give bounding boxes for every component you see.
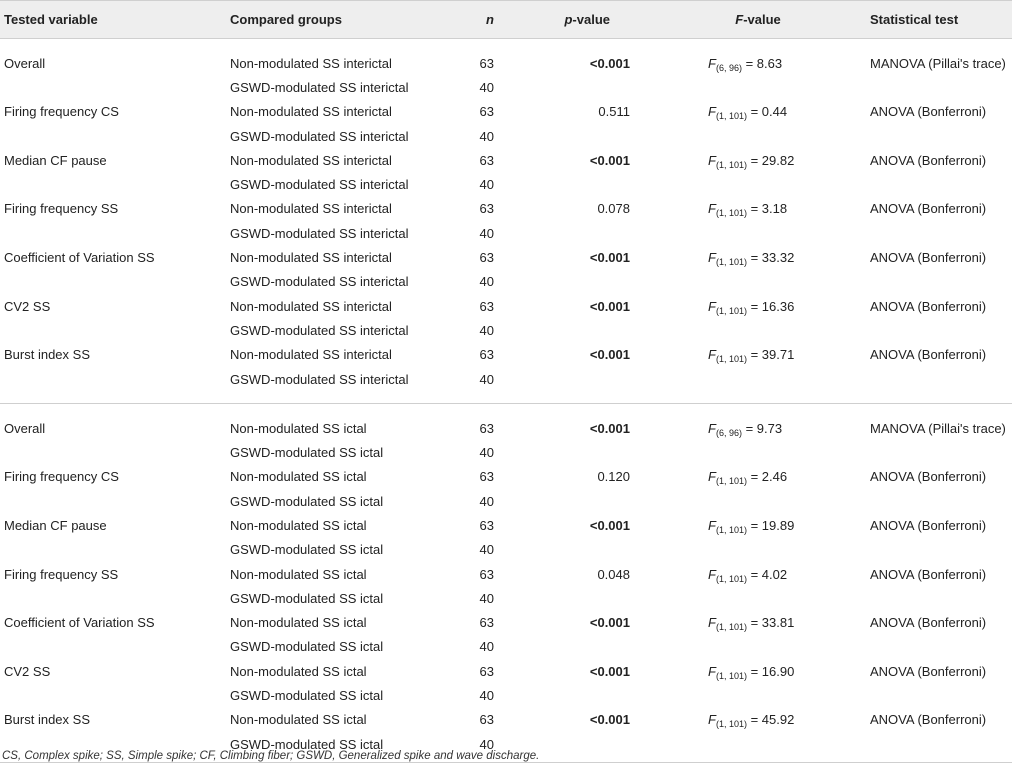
tested-variable-cell: CV2 SS (4, 298, 51, 314)
statistical-test-cell: ANOVA (Bonferroni) (870, 104, 987, 120)
table-row (0, 367, 1012, 391)
compared-group-cell: Non-modulated SS interictal (230, 250, 392, 266)
statistical-test-cell: MANOVA (Pillai's trace) (870, 55, 1006, 71)
empty-cell (0, 538, 226, 562)
n-cell: 63 (479, 566, 494, 582)
compared-group-cell: GSWD-modulated SS interictal (230, 371, 409, 387)
f-value-cell (646, 416, 866, 440)
tested-variable-cell: Firing frequency CS (4, 469, 119, 485)
empty-cell (0, 367, 226, 391)
f-value-cell (646, 611, 866, 635)
empty-cell (0, 270, 226, 294)
tested-variable-cell: Burst index SS (4, 347, 90, 363)
f-degrees-of-freedom: (1, 101) (715, 670, 747, 681)
table-row (0, 318, 1012, 342)
table-row (0, 100, 1012, 124)
table-header (0, 1, 1012, 39)
table-row (0, 294, 1012, 318)
tested-variable-cell: CV2 SS (4, 663, 51, 679)
table-row (0, 416, 1012, 440)
statistical-test-cell: ANOVA (Bonferroni) (870, 615, 987, 631)
f-value-cell (646, 51, 866, 75)
empty-cell (866, 124, 1012, 148)
empty-cell (530, 367, 646, 391)
statistical-test-cell: ANOVA (Bonferroni) (870, 663, 987, 679)
f-degrees-of-freedom: (1, 101) (715, 524, 747, 535)
empty-cell (866, 586, 1012, 610)
f-value-cell (646, 343, 866, 367)
empty-cell (866, 318, 1012, 342)
tested-variable-cell: Firing frequency SS (4, 201, 119, 217)
empty-cell (0, 635, 226, 659)
table-row (0, 51, 1012, 75)
n-cell: 40 (479, 493, 494, 509)
empty-cell (866, 440, 1012, 464)
n-cell: 40 (479, 688, 494, 704)
compared-group-cell: Non-modulated SS interictal (230, 152, 392, 168)
tested-variable-cell: Median CF pause (4, 517, 107, 533)
f-symbol: F (708, 250, 716, 266)
table-row (0, 124, 1012, 148)
compared-group-cell: GSWD-modulated SS interictal (230, 79, 409, 95)
empty-cell (866, 489, 1012, 513)
tested-variable-cell: Coefficient of Variation SS (4, 250, 155, 266)
table-row (0, 221, 1012, 245)
empty-cell (530, 489, 646, 513)
f-degrees-of-freedom: (1, 101) (715, 159, 747, 170)
header-n-text: n (486, 12, 494, 27)
spacer-row (0, 391, 1012, 404)
f-value-cell (646, 562, 866, 586)
n-cell: 40 (479, 736, 494, 752)
compared-group-cell: GSWD-modulated SS interictal (230, 274, 409, 290)
f-statistic: = 39.71 (746, 347, 795, 363)
empty-cell (0, 318, 226, 342)
table-row (0, 270, 1012, 294)
f-symbol: F (708, 469, 716, 485)
empty-cell (530, 270, 646, 294)
f-degrees-of-freedom: (1, 101) (715, 622, 747, 633)
table-row (0, 538, 1012, 562)
tested-variable-cell: Overall (4, 420, 46, 436)
tested-variable-cell: Firing frequency CS (4, 104, 119, 120)
compared-group-cell: Non-modulated SS ictal (230, 517, 367, 533)
p-value-cell: <0.001 (589, 152, 630, 168)
statistical-test-cell: ANOVA (Bonferroni) (870, 201, 987, 217)
empty-cell (646, 172, 866, 196)
f-statistic: = 33.32 (746, 250, 795, 266)
empty-cell (0, 489, 226, 513)
f-statistic: = 0.44 (746, 104, 788, 120)
statistical-test-cell: MANOVA (Pillai's trace) (870, 420, 1006, 436)
table-row (0, 659, 1012, 683)
statistical-test-cell: ANOVA (Bonferroni) (870, 469, 987, 485)
empty-cell (646, 75, 866, 99)
empty-cell (0, 221, 226, 245)
n-cell: 40 (479, 225, 494, 241)
f-symbol: F (708, 201, 716, 217)
empty-cell (646, 221, 866, 245)
empty-cell (0, 75, 226, 99)
statistical-test-cell: ANOVA (Bonferroni) (870, 152, 987, 168)
n-cell: 40 (479, 542, 494, 558)
table-row (0, 75, 1012, 99)
empty-cell (530, 75, 646, 99)
p-value-cell: 0.511 (598, 104, 630, 120)
empty-cell (646, 683, 866, 707)
spacer-cell (0, 391, 1012, 404)
p-value-cell: <0.001 (589, 347, 630, 363)
p-value-cell: <0.001 (589, 517, 630, 533)
table-row (0, 489, 1012, 513)
compared-group-cell: GSWD-modulated SS ictal (230, 542, 384, 558)
header-f-value (646, 1, 866, 39)
f-degrees-of-freedom: (1, 101) (715, 208, 747, 219)
n-cell: 63 (479, 712, 494, 728)
statistical-test-cell: ANOVA (Bonferroni) (870, 712, 987, 728)
f-statistic: = 9.73 (741, 420, 783, 436)
f-statistic: = 19.89 (746, 517, 795, 533)
n-cell: 40 (479, 79, 494, 95)
compared-group-cell: GSWD-modulated SS ictal (230, 493, 384, 509)
p-value-cell: <0.001 (589, 663, 630, 679)
compared-group-cell: GSWD-modulated SS ictal (230, 688, 384, 704)
f-value-cell (646, 294, 866, 318)
n-cell: 63 (479, 615, 494, 631)
table-row (0, 148, 1012, 172)
n-cell: 63 (479, 250, 494, 266)
empty-cell (646, 538, 866, 562)
compared-group-cell: GSWD-modulated SS interictal (230, 225, 409, 241)
tested-variable-cell: Burst index SS (4, 712, 90, 728)
empty-cell (646, 124, 866, 148)
f-degrees-of-freedom: (1, 101) (715, 354, 747, 365)
n-cell: 40 (479, 128, 494, 144)
header-statistical-test: Statistical test (866, 1, 1012, 39)
statistical-test-cell: ANOVA (Bonferroni) (870, 566, 987, 582)
empty-cell (530, 538, 646, 562)
p-value-cell: <0.001 (589, 250, 630, 266)
f-degrees-of-freedom: (1, 101) (715, 573, 747, 584)
empty-cell (646, 732, 866, 756)
table-footnote: CS, Complex spike; SS, Simple spike; CF, Climbing fiber; GSWD, Generalized spike and wave discharge. (2, 750, 540, 762)
statistical-test-cell: ANOVA (Bonferroni) (870, 250, 987, 266)
empty-cell (0, 172, 226, 196)
f-degrees-of-freedom: (1, 101) (715, 111, 747, 122)
empty-cell (866, 221, 1012, 245)
empty-cell (866, 538, 1012, 562)
f-statistic: = 45.92 (746, 712, 795, 728)
empty-cell (530, 124, 646, 148)
table-row (0, 683, 1012, 707)
spacer-row (0, 404, 1012, 417)
f-statistic: = 2.46 (746, 469, 788, 485)
table-row (0, 440, 1012, 464)
f-degrees-of-freedom: (6, 96) (715, 62, 742, 73)
tested-variable-cell: Median CF pause (4, 152, 107, 168)
header-p-rest: -value (572, 12, 610, 27)
header-p-value (530, 1, 646, 39)
p-value-cell: 0.048 (597, 566, 630, 582)
empty-cell (866, 635, 1012, 659)
n-cell: 40 (479, 445, 494, 461)
empty-cell (646, 586, 866, 610)
empty-cell (646, 635, 866, 659)
f-statistic: = 33.81 (746, 615, 795, 631)
empty-cell (646, 367, 866, 391)
empty-cell (530, 440, 646, 464)
f-value-cell (646, 708, 866, 732)
compared-group-cell: GSWD-modulated SS interictal (230, 177, 409, 193)
table-row (0, 708, 1012, 732)
f-symbol: F (708, 615, 716, 631)
tested-variable-cell: Coefficient of Variation SS (4, 615, 155, 631)
compared-group-cell: GSWD-modulated SS ictal (230, 590, 384, 606)
empty-cell (866, 683, 1012, 707)
n-cell: 63 (479, 517, 494, 533)
f-statistic: = 16.36 (746, 298, 795, 314)
f-value-cell (646, 148, 866, 172)
spacer-cell (0, 404, 1012, 417)
table-row (0, 245, 1012, 269)
compared-group-cell: Non-modulated SS ictal (230, 469, 367, 485)
n-cell: 40 (479, 274, 494, 290)
statistical-test-cell: ANOVA (Bonferroni) (870, 517, 987, 533)
f-degrees-of-freedom: (1, 101) (715, 257, 747, 268)
f-statistic: = 4.02 (746, 566, 788, 582)
empty-cell (646, 489, 866, 513)
f-value-cell (646, 659, 866, 683)
p-value-cell: <0.001 (589, 712, 630, 728)
empty-cell (866, 732, 1012, 756)
compared-group-cell: Non-modulated SS interictal (230, 201, 392, 217)
f-degrees-of-freedom: (1, 101) (715, 719, 747, 730)
empty-cell (646, 318, 866, 342)
f-symbol: F (708, 420, 716, 436)
f-symbol: F (708, 566, 716, 582)
empty-cell (530, 732, 646, 756)
f-value-cell (646, 197, 866, 221)
empty-cell (0, 440, 226, 464)
empty-cell (0, 124, 226, 148)
empty-cell (0, 586, 226, 610)
spacer-cell (0, 39, 1012, 52)
n-cell: 63 (479, 298, 494, 314)
table-row (0, 562, 1012, 586)
f-symbol: F (708, 712, 716, 728)
f-value-cell (646, 465, 866, 489)
n-cell: 63 (479, 663, 494, 679)
empty-cell (866, 172, 1012, 196)
n-cell: 63 (479, 347, 494, 363)
p-value-cell: <0.001 (589, 55, 630, 71)
table-row (0, 513, 1012, 537)
compared-group-cell: Non-modulated SS interictal (230, 347, 392, 363)
compared-group-cell: GSWD-modulated SS ictal (230, 736, 384, 752)
header-n (434, 1, 530, 39)
empty-cell (0, 683, 226, 707)
empty-cell (530, 318, 646, 342)
table-row (0, 465, 1012, 489)
f-value-cell (646, 245, 866, 269)
n-cell: 63 (479, 469, 494, 485)
f-statistic: = 16.90 (746, 663, 795, 679)
header-f-rest: -value (743, 12, 781, 27)
empty-cell (646, 270, 866, 294)
header-f-italic: F (735, 12, 744, 27)
compared-group-cell: Non-modulated SS ictal (230, 420, 367, 436)
table-row (0, 635, 1012, 659)
empty-cell (530, 586, 646, 610)
f-symbol: F (708, 663, 716, 679)
table-row (0, 197, 1012, 221)
n-cell: 40 (479, 590, 494, 606)
p-value-cell: <0.001 (589, 615, 630, 631)
n-cell: 63 (479, 152, 494, 168)
f-symbol: F (708, 104, 716, 120)
f-symbol: F (708, 55, 716, 71)
f-symbol: F (708, 152, 716, 168)
table-row (0, 586, 1012, 610)
empty-cell (530, 221, 646, 245)
f-degrees-of-freedom: (1, 101) (715, 305, 747, 316)
compared-group-cell: GSWD-modulated SS interictal (230, 322, 409, 338)
n-cell: 40 (479, 371, 494, 387)
compared-group-cell: Non-modulated SS ictal (230, 566, 367, 582)
n-cell: 63 (479, 55, 494, 71)
statistical-test-cell: ANOVA (Bonferroni) (870, 347, 987, 363)
header-compared-groups: Compared groups (226, 1, 434, 39)
f-symbol: F (708, 298, 716, 314)
header-tested-variable: Tested variable (0, 1, 226, 39)
compared-group-cell: Non-modulated SS interictal (230, 298, 392, 314)
n-cell: 40 (479, 177, 494, 193)
compared-group-cell: Non-modulated SS interictal (230, 104, 392, 120)
header-row (0, 1, 1012, 39)
p-value-cell: <0.001 (589, 420, 630, 436)
tested-variable-cell: Overall (4, 55, 46, 71)
empty-cell (866, 367, 1012, 391)
p-value-cell: 0.120 (597, 469, 630, 485)
empty-cell (866, 75, 1012, 99)
compared-group-cell: GSWD-modulated SS ictal (230, 445, 384, 461)
p-value-cell: 0.078 (597, 201, 630, 217)
f-degrees-of-freedom: (1, 101) (715, 476, 747, 487)
compared-group-cell: GSWD-modulated SS interictal (230, 128, 409, 144)
n-cell: 63 (479, 104, 494, 120)
compared-group-cell: Non-modulated SS ictal (230, 615, 367, 631)
n-cell: 40 (479, 639, 494, 655)
f-symbol: F (708, 347, 716, 363)
table-row (0, 611, 1012, 635)
p-value-cell: <0.001 (589, 298, 630, 314)
empty-cell (530, 683, 646, 707)
empty-cell (866, 270, 1012, 294)
table-row (0, 343, 1012, 367)
tested-variable-cell: Firing frequency SS (4, 566, 119, 582)
f-symbol: F (708, 517, 716, 533)
f-statistic: = 8.63 (741, 55, 783, 71)
statistical-test-cell: ANOVA (Bonferroni) (870, 298, 987, 314)
n-cell: 63 (479, 201, 494, 217)
f-value-cell (646, 513, 866, 537)
header-p-italic: p (564, 12, 573, 27)
f-value-cell (646, 100, 866, 124)
spacer-row (0, 39, 1012, 52)
n-cell: 63 (479, 420, 494, 436)
table-body (0, 39, 1012, 763)
compared-group-cell: GSWD-modulated SS ictal (230, 639, 384, 655)
empty-cell (646, 440, 866, 464)
f-statistic: = 29.82 (746, 152, 795, 168)
f-degrees-of-freedom: (6, 96) (715, 427, 742, 438)
f-statistic: = 3.18 (746, 201, 788, 217)
empty-cell (530, 635, 646, 659)
compared-group-cell: Non-modulated SS ictal (230, 663, 367, 679)
table-row (0, 172, 1012, 196)
compared-group-cell: Non-modulated SS ictal (230, 712, 367, 728)
n-cell: 40 (479, 322, 494, 338)
empty-cell (530, 172, 646, 196)
compared-group-cell: Non-modulated SS interictal (230, 55, 392, 71)
